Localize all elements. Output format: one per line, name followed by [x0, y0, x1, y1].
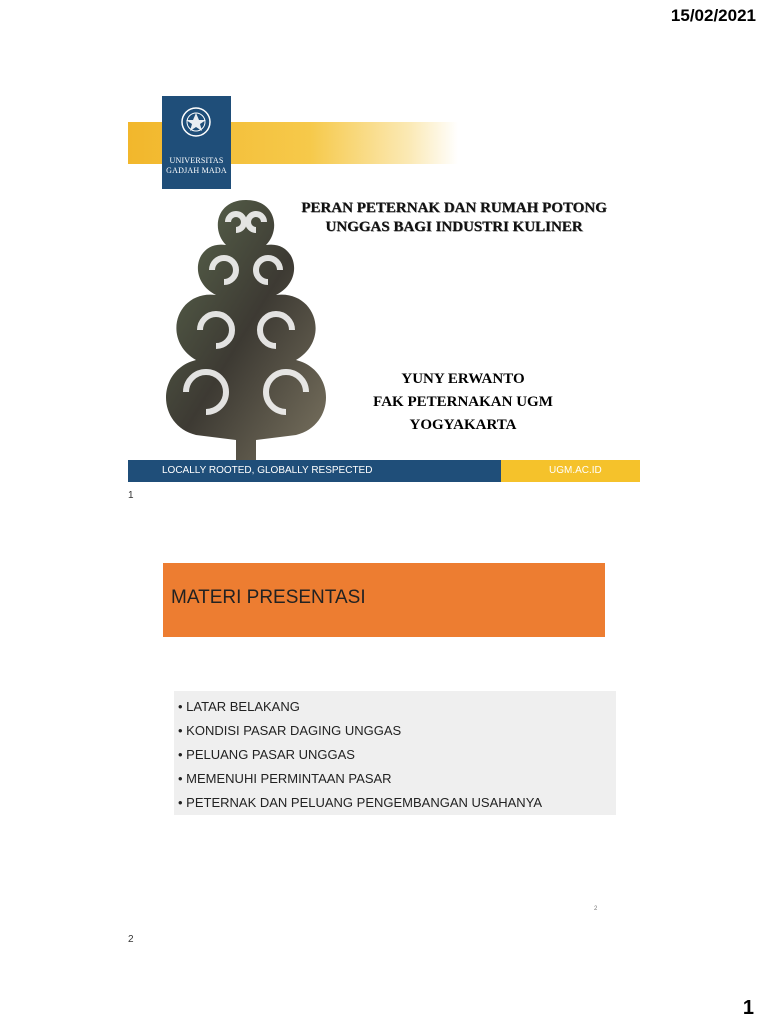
slide-2-title: MATERI PRESENTASI: [171, 587, 366, 608]
ugm-emblem-icon: [180, 106, 212, 138]
page-number: 1: [742, 997, 754, 1019]
author-faculty: FAK PETERNAKAN UGM: [373, 394, 553, 410]
author-name: YUNY ERWANTO: [401, 371, 525, 387]
author-city: YOGYAKARTA: [409, 417, 517, 433]
agenda-item: • PELUANG PASAR UNGGAS: [178, 743, 616, 767]
tree-collage-image: [156, 200, 336, 462]
header-date: 15/02/2021: [670, 6, 756, 25]
logo-text: UNIVERSITAS GADJAH MADA: [166, 156, 227, 175]
agenda-item: • MEMENUHI PERMINTAAN PASAR: [178, 767, 616, 791]
slide-footer: [128, 460, 640, 482]
agenda-box: [174, 691, 616, 815]
slide-1: [128, 96, 640, 482]
slide-2-number: 2: [128, 934, 134, 945]
agenda-item: • PETERNAK DAN PELUANG PENGEMBANGAN USAHANYA: [178, 791, 616, 815]
agenda-item: • LATAR BELAKANG: [178, 695, 616, 719]
agenda-list: [174, 691, 616, 815]
slide-1-number: 1: [128, 490, 134, 501]
slide-1-title: PERAN PETERNAK DAN RUMAH POTONG UNGGAS BAGI INDUSTRI KULINER: [301, 200, 607, 235]
author-block: [328, 368, 598, 437]
slide-2-header: [163, 563, 605, 637]
footer-tagline: LOCALLY ROOTED, GLOBALLY RESPECTED: [128, 460, 501, 482]
ugm-logo: [162, 96, 231, 189]
slide-2-inner-number: 2: [594, 906, 598, 912]
footer-website: UGM.AC.ID: [501, 460, 640, 482]
agenda-item: • KONDISI PASAR DAGING UNGGAS: [178, 719, 616, 743]
